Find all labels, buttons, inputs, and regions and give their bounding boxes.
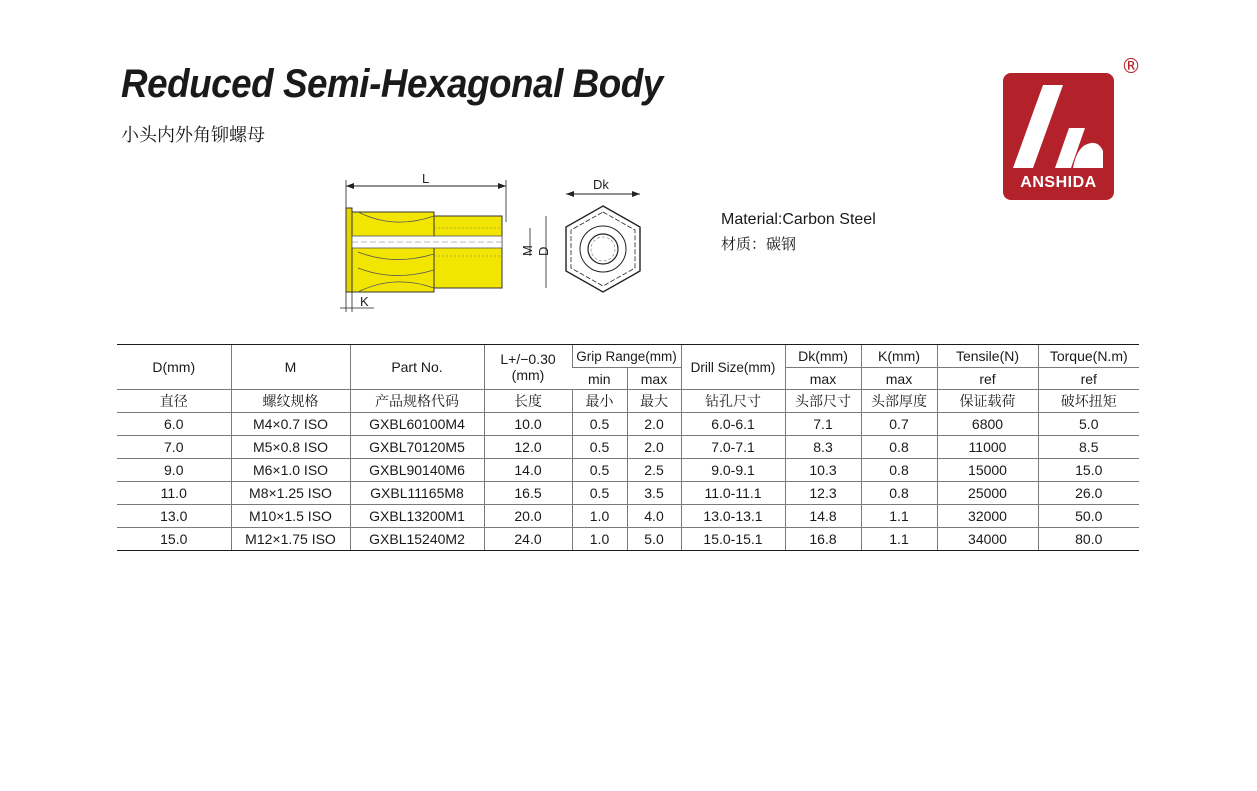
cell-length: 14.0 (484, 459, 572, 482)
header-zh-cell: 最小 (572, 390, 627, 413)
cell-k: 1.1 (861, 528, 937, 551)
cell-drill-size: 7.0-7.1 (681, 436, 785, 459)
dim-M-label: M (520, 245, 535, 256)
cell-grip-min: 0.5 (572, 459, 627, 482)
cell-length: 12.0 (484, 436, 572, 459)
cell-torque: 80.0 (1038, 528, 1139, 551)
material-en: Material:Carbon Steel (721, 211, 876, 228)
header-zh-cell: 产品规格代码 (350, 390, 484, 413)
cell-m: M5×0.8 ISO (231, 436, 350, 459)
cell-length: 20.0 (484, 505, 572, 528)
dim-Dk-label: Dk (593, 177, 609, 192)
dim-K-label: K (360, 294, 369, 309)
cell-d: 15.0 (117, 528, 231, 551)
header-zh-cell: 螺纹规格 (231, 390, 350, 413)
cell-part-no: GXBL15240M2 (350, 528, 484, 551)
registered-mark: ® (1121, 54, 1141, 78)
header-grip-range: Grip Range(mm) (572, 345, 681, 368)
cell-drill-size: 13.0-13.1 (681, 505, 785, 528)
cell-grip-max: 2.5 (627, 459, 681, 482)
cell-grip-max: 2.0 (627, 436, 681, 459)
header-zh-cell: 长度 (484, 390, 572, 413)
cell-m: M6×1.0 ISO (231, 459, 350, 482)
header-length (484, 345, 572, 390)
header-zh-cell: 破坏扭矩 (1038, 390, 1139, 413)
material-zh: 材质：碳钢 (721, 235, 797, 253)
spec-table-body (117, 413, 1139, 551)
cell-part-no: GXBL13200M1 (350, 505, 484, 528)
cell-d: 7.0 (117, 436, 231, 459)
cell-part-no: GXBL90140M6 (350, 459, 484, 482)
cell-m: M12×1.75 ISO (231, 528, 350, 551)
cell-tensile: 34000 (937, 528, 1038, 551)
header-torque-ref: ref (1038, 368, 1139, 390)
cell-drill-size: 9.0-9.1 (681, 459, 785, 482)
rivet-nut-drawing (334, 170, 654, 315)
header-k-max: max (861, 368, 937, 390)
header-grip-min: min (572, 368, 627, 390)
cell-tensile: 6800 (937, 413, 1038, 436)
cell-grip-min: 0.5 (572, 436, 627, 459)
cell-k: 1.1 (861, 505, 937, 528)
cell-part-no: GXBL11165M8 (350, 482, 484, 505)
cell-grip-max: 2.0 (627, 413, 681, 436)
cell-m: M10×1.5 ISO (231, 505, 350, 528)
header-length-unit: (mm) (511, 367, 545, 383)
cell-grip-min: 0.5 (572, 482, 627, 505)
cell-drill-size: 15.0-15.1 (681, 528, 785, 551)
cell-part-no: GXBL70120M5 (350, 436, 484, 459)
cell-d: 9.0 (117, 459, 231, 482)
page-subtitle: 小头内外角铆螺母 (121, 125, 265, 146)
header-zh-cell: 头部尺寸 (785, 390, 861, 413)
cell-grip-min: 1.0 (572, 505, 627, 528)
cell-length: 24.0 (484, 528, 572, 551)
cell-drill-size: 6.0-6.1 (681, 413, 785, 436)
header-zh-row (117, 390, 1139, 413)
cell-grip-max: 5.0 (627, 528, 681, 551)
header-k: K(mm) (861, 345, 937, 368)
header-dk-max: max (785, 368, 861, 390)
cell-grip-max: 3.5 (627, 482, 681, 505)
table-row (117, 528, 1139, 551)
cell-torque: 15.0 (1038, 459, 1139, 482)
header-row (117, 345, 1139, 368)
cell-k: 0.8 (861, 482, 937, 505)
cell-grip-min: 1.0 (572, 528, 627, 551)
header-zh-cell: 直径 (117, 390, 231, 413)
cell-tensile: 15000 (937, 459, 1038, 482)
cell-k: 0.8 (861, 459, 937, 482)
cell-dk: 8.3 (785, 436, 861, 459)
header-drill-size: Drill Size(mm) (681, 345, 785, 390)
table-row (117, 459, 1139, 482)
header-part-no: Part No. (350, 345, 484, 390)
dim-D-label: D (536, 246, 551, 256)
cell-torque: 5.0 (1038, 413, 1139, 436)
header-zh-cell: 头部厚度 (861, 390, 937, 413)
cell-m: M4×0.7 ISO (231, 413, 350, 436)
cell-d: 13.0 (117, 505, 231, 528)
table-row (117, 505, 1139, 528)
header-torque: Torque(N.m) (1038, 345, 1139, 368)
dim-L-label: L (422, 171, 430, 186)
header-m: M (231, 345, 350, 390)
cell-m: M8×1.25 ISO (231, 482, 350, 505)
cell-tensile: 25000 (937, 482, 1038, 505)
material-info (721, 207, 876, 257)
header-zh-cell: 钻孔尺寸 (681, 390, 785, 413)
cell-length: 10.0 (484, 413, 572, 436)
table-row (117, 413, 1139, 436)
header-grip-max: max (627, 368, 681, 390)
cell-d: 11.0 (117, 482, 231, 505)
cell-drill-size: 11.0-11.1 (681, 482, 785, 505)
header-zh-cell: 保证载荷 (937, 390, 1038, 413)
cell-dk: 7.1 (785, 413, 861, 436)
header-tensile: Tensile(N) (937, 345, 1038, 368)
cell-part-no: GXBL60100M4 (350, 413, 484, 436)
cell-k: 0.8 (861, 436, 937, 459)
cell-torque: 50.0 (1038, 505, 1139, 528)
table-row (117, 436, 1139, 459)
cell-d: 6.0 (117, 413, 231, 436)
header-zh-cell: 最大 (627, 390, 681, 413)
header-dk: Dk(mm) (785, 345, 861, 368)
cell-torque: 8.5 (1038, 436, 1139, 459)
cell-tensile: 11000 (937, 436, 1038, 459)
cell-tensile: 32000 (937, 505, 1038, 528)
header-tensile-ref: ref (937, 368, 1038, 390)
cell-dk: 12.3 (785, 482, 861, 505)
cell-length: 16.5 (484, 482, 572, 505)
cell-grip-min: 0.5 (572, 413, 627, 436)
header-length-label: L+/−0.30 (500, 351, 556, 367)
cell-dk: 10.3 (785, 459, 861, 482)
logo-brand-text: ANSHIDA (1020, 174, 1097, 191)
table-row (117, 482, 1139, 505)
header-d: D(mm) (117, 345, 231, 390)
cell-torque: 26.0 (1038, 482, 1139, 505)
spec-table (117, 344, 1139, 551)
cell-dk: 14.8 (785, 505, 861, 528)
page-title: Reduced Semi-Hexagonal Body (121, 62, 663, 106)
cell-grip-max: 4.0 (627, 505, 681, 528)
cell-dk: 16.8 (785, 528, 861, 551)
cell-k: 0.7 (861, 413, 937, 436)
